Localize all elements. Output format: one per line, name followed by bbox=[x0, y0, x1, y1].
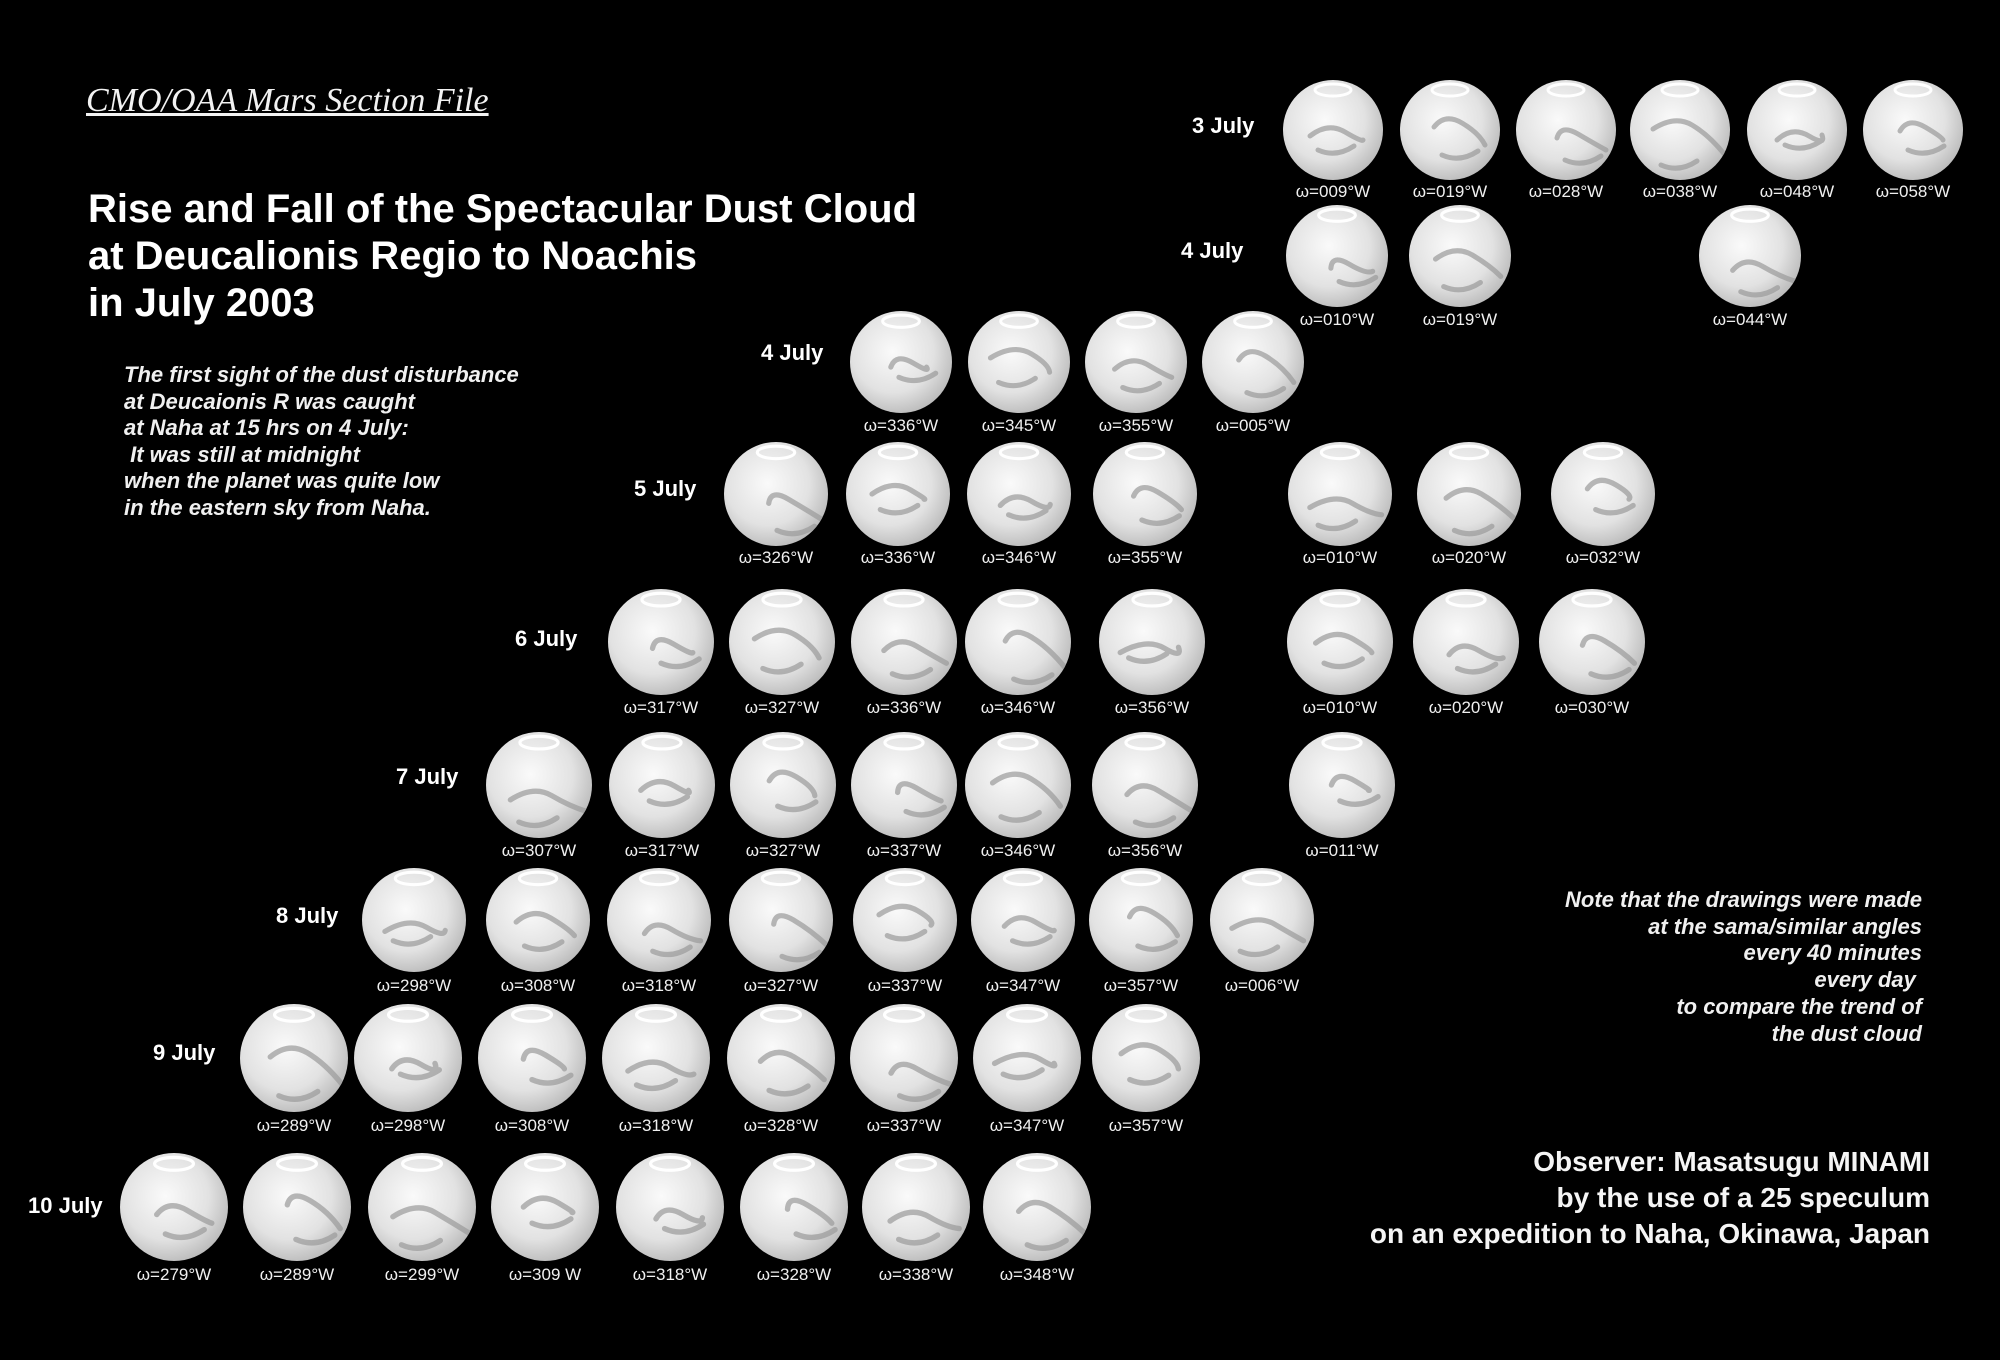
mars-disk-drawing bbox=[1400, 80, 1500, 180]
longitude-caption: ω=336°W bbox=[860, 548, 936, 567]
mars-disk-drawing bbox=[1093, 442, 1197, 546]
longitude-caption: ω=010°W bbox=[1302, 698, 1378, 717]
mars-disk-drawing bbox=[240, 1004, 348, 1112]
longitude-caption: ω=308°W bbox=[494, 1116, 570, 1135]
longitude-caption: ω=032°W bbox=[1565, 548, 1641, 567]
note-line: at Naha at 15 hrs on 4 July: bbox=[124, 415, 409, 440]
mars-disk-drawing bbox=[120, 1153, 228, 1261]
longitude-caption: ω=307°W bbox=[501, 841, 577, 860]
longitude-caption: ω=356°W bbox=[1114, 698, 1190, 717]
date-label: 6 July bbox=[515, 626, 578, 651]
longitude-caption: ω=337°W bbox=[867, 976, 943, 995]
mars-disk-drawing bbox=[968, 311, 1070, 413]
longitude-caption: ω=337°W bbox=[866, 1116, 942, 1135]
mars-disk-drawing bbox=[740, 1153, 848, 1261]
mars-disk-drawing bbox=[1099, 589, 1205, 695]
longitude-caption: ω=010°W bbox=[1302, 548, 1378, 567]
longitude-caption: ω=019°W bbox=[1412, 182, 1488, 201]
longitude-caption: ω=338°W bbox=[878, 1265, 954, 1284]
mars-disk-drawing bbox=[368, 1153, 476, 1261]
longitude-caption: ω=309 W bbox=[508, 1265, 582, 1284]
mars-disk-drawing bbox=[243, 1153, 351, 1261]
longitude-caption: ω=298°W bbox=[376, 976, 452, 995]
mars-disk-drawing bbox=[1089, 868, 1193, 972]
mars-disk-drawing bbox=[486, 732, 592, 838]
note-line: Note that the drawings were made bbox=[1565, 887, 1922, 912]
longitude-caption: ω=318°W bbox=[632, 1265, 708, 1284]
longitude-caption: ω=318°W bbox=[618, 1116, 694, 1135]
mars-disk-drawing bbox=[1202, 311, 1304, 413]
longitude-caption: ω=326°W bbox=[738, 548, 814, 567]
longitude-caption: ω=327°W bbox=[743, 976, 819, 995]
mars-disk-drawing bbox=[983, 1153, 1091, 1261]
longitude-caption: ω=299°W bbox=[384, 1265, 460, 1284]
longitude-caption: ω=010°W bbox=[1299, 310, 1375, 329]
mars-disk-drawing bbox=[609, 732, 715, 838]
mars-disk-drawing bbox=[973, 1004, 1081, 1112]
longitude-caption: ω=355°W bbox=[1098, 416, 1174, 435]
mars-disk-drawing bbox=[971, 868, 1075, 972]
mars-disk-drawing bbox=[1289, 732, 1395, 838]
longitude-caption: ω=348°W bbox=[999, 1265, 1075, 1284]
longitude-caption: ω=346°W bbox=[980, 698, 1056, 717]
longitude-caption: ω=317°W bbox=[623, 698, 699, 717]
mars-disk-drawing bbox=[1863, 80, 1963, 180]
date-label: 7 July bbox=[396, 764, 459, 789]
title-line: at Deucalionis Regio to Noachis bbox=[88, 234, 698, 278]
longitude-caption: ω=048°W bbox=[1759, 182, 1835, 201]
date-label: 5 July bbox=[634, 476, 697, 501]
mars-disk-drawing bbox=[965, 732, 1071, 838]
longitude-caption: ω=327°W bbox=[744, 698, 820, 717]
longitude-caption: ω=346°W bbox=[981, 548, 1057, 567]
mars-disk-drawing bbox=[1516, 80, 1616, 180]
note-line: at the sama/similar angles bbox=[1648, 913, 1922, 939]
mars-disk-drawing bbox=[729, 589, 835, 695]
longitude-caption: ω=347°W bbox=[989, 1116, 1065, 1135]
mars-disk-drawing bbox=[1210, 868, 1314, 972]
longitude-caption: ω=355°W bbox=[1107, 548, 1183, 567]
date-label: 10 July bbox=[28, 1193, 103, 1218]
mars-disk-drawing bbox=[862, 1153, 970, 1261]
observer-credit bbox=[1370, 1144, 1930, 1252]
title-line: Rise and Fall of the Spectacular Dust Cloud bbox=[88, 187, 918, 231]
mars-disk-drawing bbox=[846, 442, 950, 546]
longitude-caption: ω=058°W bbox=[1875, 182, 1951, 201]
date-label: 4 July bbox=[761, 340, 824, 365]
mars-disk-drawing bbox=[607, 868, 711, 972]
mars-disk-drawing bbox=[1287, 589, 1393, 695]
longitude-caption: ω=006°W bbox=[1224, 976, 1300, 995]
longitude-caption: ω=028°W bbox=[1528, 182, 1604, 201]
mars-disk-drawing bbox=[1539, 589, 1645, 695]
mars-disk-drawing bbox=[1417, 442, 1521, 546]
mars-disk-drawing bbox=[602, 1004, 710, 1112]
note-line: the dust cloud bbox=[1771, 1020, 1922, 1046]
mars-disk-drawing bbox=[1085, 311, 1187, 413]
note-line: It was still at midnight bbox=[124, 441, 360, 467]
note-line: every 40 minutes bbox=[1743, 940, 1922, 966]
mars-disk-drawing bbox=[967, 442, 1071, 546]
longitude-caption: ω=345°W bbox=[981, 416, 1057, 435]
date-label: 9 July bbox=[153, 1040, 216, 1065]
longitude-caption: ω=279°W bbox=[136, 1265, 212, 1284]
note-line: in the eastern sky from Naha. bbox=[124, 494, 431, 520]
note-line: at Deucaionis R was caught bbox=[124, 388, 415, 414]
date-label: 3 July bbox=[1192, 113, 1255, 138]
longitude-caption: ω=030°W bbox=[1554, 698, 1630, 717]
longitude-caption: ω=009°W bbox=[1295, 182, 1371, 201]
angle-note bbox=[1565, 887, 1922, 1047]
longitude-caption: ω=327°W bbox=[745, 841, 821, 860]
mars-disk-drawing bbox=[850, 1004, 958, 1112]
longitude-caption: ω=019°W bbox=[1422, 310, 1498, 329]
note-line: when the planet was quite low bbox=[124, 468, 440, 493]
mars-disk-drawing bbox=[965, 589, 1071, 695]
longitude-caption: ω=337°W bbox=[866, 841, 942, 860]
mars-disk-drawing bbox=[853, 868, 957, 972]
mars-disk-drawing bbox=[486, 868, 590, 972]
mars-disk-drawing bbox=[851, 732, 957, 838]
date-label: 4 July bbox=[1181, 238, 1244, 263]
mars-disk-drawing bbox=[727, 1004, 835, 1112]
longitude-caption: ω=005°W bbox=[1215, 416, 1291, 435]
title-line: in July 2003 bbox=[88, 281, 315, 325]
observer-line: by the use of a 25 speculum bbox=[1556, 1182, 1930, 1213]
mars-disk-drawing bbox=[850, 311, 952, 413]
mars-disk-drawing bbox=[1747, 80, 1847, 180]
mars-disk-drawing bbox=[1288, 442, 1392, 546]
longitude-caption: ω=347°W bbox=[985, 976, 1061, 995]
mars-disk-drawing bbox=[1630, 80, 1730, 180]
section-file-heading: CMO/OAA Mars Section File bbox=[86, 82, 489, 119]
mars-disk-drawing bbox=[1092, 732, 1198, 838]
observer-line: Observer: Masatsugu MINAMI bbox=[1533, 1146, 1930, 1177]
observer-line: on an expedition to Naha, Okinawa, Japan bbox=[1369, 1218, 1930, 1249]
note-line: The first sight of the dust disturbance bbox=[124, 362, 519, 387]
longitude-caption: ω=357°W bbox=[1108, 1116, 1184, 1135]
longitude-caption: ω=328°W bbox=[756, 1265, 832, 1284]
mars-disk-drawing bbox=[1699, 205, 1801, 307]
date-label: 8 July bbox=[276, 903, 339, 928]
mars-disk-drawing bbox=[851, 589, 957, 695]
longitude-caption: ω=020°W bbox=[1431, 548, 1507, 567]
mars-disk-drawing bbox=[1286, 205, 1388, 307]
mars-disk-drawing bbox=[1092, 1004, 1200, 1112]
mars-disk-drawing bbox=[1413, 589, 1519, 695]
mars-disk-drawing bbox=[1551, 442, 1655, 546]
longitude-caption: ω=346°W bbox=[980, 841, 1056, 860]
note-line: to compare the trend of bbox=[1676, 993, 1922, 1019]
longitude-caption: ω=020°W bbox=[1428, 698, 1504, 717]
longitude-caption: ω=044°W bbox=[1712, 310, 1788, 329]
mars-disk-drawing bbox=[730, 732, 836, 838]
longitude-caption: ω=356°W bbox=[1107, 841, 1183, 860]
longitude-caption: ω=289°W bbox=[256, 1116, 332, 1135]
mars-disk-drawing bbox=[491, 1153, 599, 1261]
mars-disk-drawing bbox=[608, 589, 714, 695]
longitude-caption: ω=357°W bbox=[1103, 976, 1179, 995]
longitude-caption: ω=298°W bbox=[370, 1116, 446, 1135]
mars-disk-drawing bbox=[616, 1153, 724, 1261]
mars-disk-drawing bbox=[729, 868, 833, 972]
longitude-caption: ω=038°W bbox=[1642, 182, 1718, 201]
longitude-caption: ω=308°W bbox=[500, 976, 576, 995]
longitude-caption: ω=318°W bbox=[621, 976, 697, 995]
mars-disk-drawing bbox=[1409, 205, 1511, 307]
longitude-caption: ω=328°W bbox=[743, 1116, 819, 1135]
longitude-caption: ω=336°W bbox=[866, 698, 942, 717]
note-line: every day bbox=[1814, 967, 1922, 993]
mars-disk-drawing bbox=[724, 442, 828, 546]
longitude-caption: ω=289°W bbox=[259, 1265, 335, 1284]
mars-disk-drawing bbox=[478, 1004, 586, 1112]
longitude-caption: ω=011°W bbox=[1305, 841, 1379, 860]
mars-disk-drawing bbox=[354, 1004, 462, 1112]
page-title bbox=[88, 186, 917, 327]
mars-disk-drawing bbox=[362, 868, 466, 972]
longitude-caption: ω=317°W bbox=[624, 841, 700, 860]
intro-note bbox=[124, 362, 519, 521]
mars-disk-drawing bbox=[1283, 80, 1383, 180]
longitude-caption: ω=336°W bbox=[863, 416, 939, 435]
